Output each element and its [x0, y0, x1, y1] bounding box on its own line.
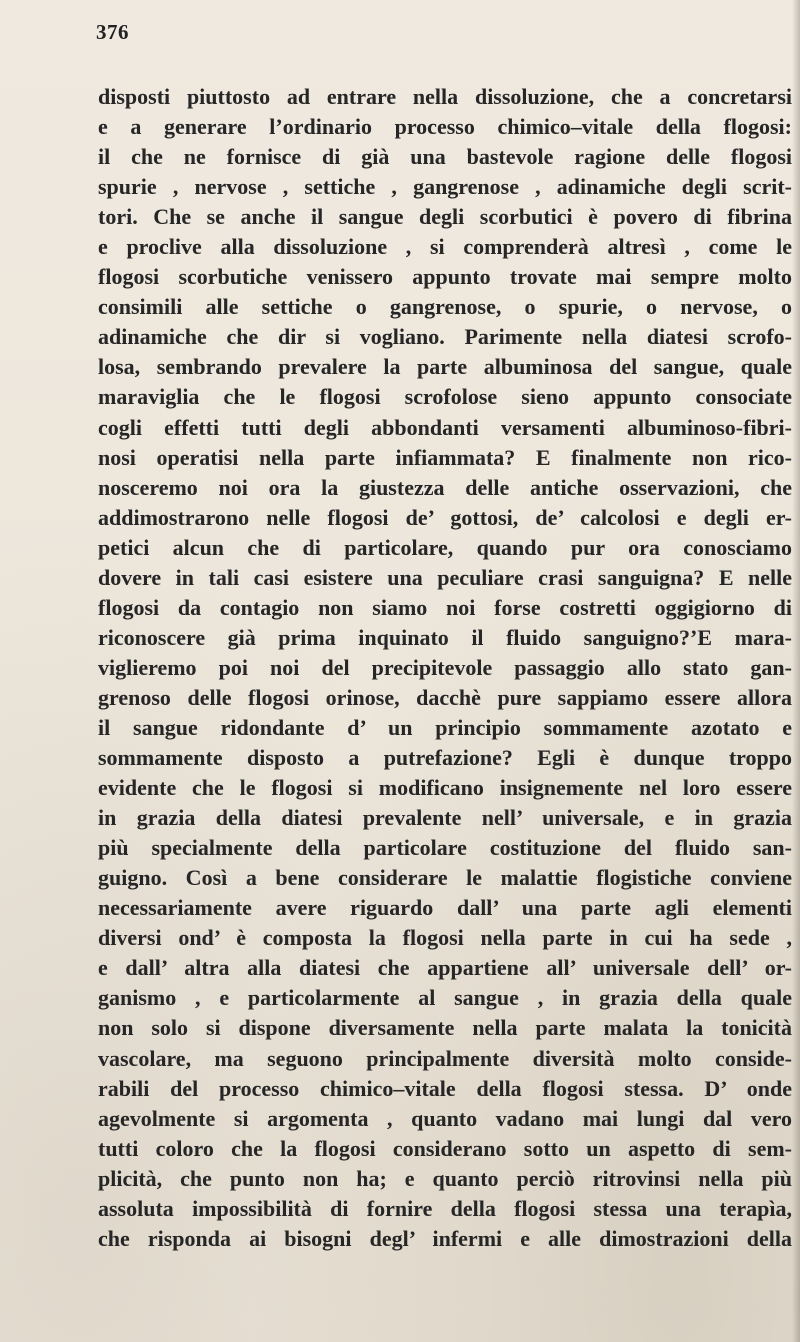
text-line: nosceremo noi ora la giustezza delle antiche osservazioni, che	[98, 474, 792, 500]
text-line: ganismo , e particolarmente al sangue , in grazia della quale	[98, 985, 792, 1011]
text-line: nosi operatisi nella parte infiammata? E finalmente non rico-	[98, 444, 792, 470]
text-line: che risponda ai bisogni degl’ infermi e alle dimostrazioni della	[98, 1225, 792, 1251]
text-line: flogosi da contagio non siamo noi forse costretti oggigiorno di	[98, 594, 792, 620]
text-line: rabili del processo chimico–vitale della flogosi stessa. D’ onde	[98, 1075, 792, 1101]
text-line: flogosi scorbutiche venissero appunto trovate mai sempre molto	[98, 264, 792, 290]
text-line: necessariamente avere riguardo dall’ una parte agli elementi	[98, 895, 792, 921]
body-text	[98, 82, 798, 1254]
page-edge-shadow	[792, 0, 800, 1342]
text-line: e dall’ altra alla diatesi che appartiene all’ universale dell’ or-	[98, 955, 792, 981]
text-line: losa, sembrando prevalere la parte albuminosa del sangue, quale	[98, 354, 792, 380]
text-line: riconoscere già prima inquinato il fluido sanguigno?’E mara-	[98, 624, 792, 650]
text-line: sommamente disposto a putrefazione? Egli è dunque troppo	[98, 745, 792, 771]
page-number: 376	[96, 20, 129, 44]
text-line: in grazia della diatesi prevalente nell’ universale, e in grazia	[98, 805, 792, 831]
text-line: dovere in tali casi esistere una peculiare crasi sanguigna? E nelle	[98, 564, 792, 590]
text-line: maraviglia che le flogosi scrofolose sieno appunto consociate	[98, 384, 792, 410]
text-line: vascolare, ma seguono principalmente diversità molto conside-	[98, 1045, 792, 1071]
text-line: agevolmente si argomenta , quanto vadano mai lungi dal vero	[98, 1105, 792, 1131]
text-line: guigno. Così a bene considerare le malattie flogistiche conviene	[98, 865, 792, 891]
text-line: petici alcun che di particolare, quando pur ora conosciamo	[98, 534, 792, 560]
text-line: e a generare l’ordinario processo chimico–vitale della flogosi:	[98, 114, 792, 140]
text-line: il sangue ridondante d’ un principio sommamente azotato e	[98, 714, 792, 740]
text-line: plicità, che punto non ha; e quanto perciò ritrovinsi nella più	[98, 1165, 792, 1191]
text-line: il che ne fornisce di già una bastevole ragione delle flogosi	[98, 144, 792, 170]
text-line: più specialmente della particolare costituzione del fluido san-	[98, 835, 792, 861]
text-line: consimili alle settiche o gangrenose, o spurie, o nervose, o	[98, 294, 792, 320]
text-line: non solo si dispone diversamente nella parte malata la tonicità	[98, 1015, 792, 1041]
text-line: grenoso delle flogosi orinose, dacchè pure sappiamo essere allora	[98, 684, 792, 710]
text-line: addimostrarono nelle flogosi de’ gottosi, de’ calcolosi e degli er-	[98, 504, 792, 530]
text-line: cogli effetti tutti degli abbondanti versamenti albuminoso-fibri-	[98, 414, 792, 440]
text-line: tori. Che se anche il sangue degli scorbutici è povero di fibrina	[98, 204, 792, 230]
text-line: disposti piuttosto ad entrare nella dissoluzione, che a concretarsi	[98, 84, 792, 109]
text-line: diversi ond’ è composta la flogosi nella parte in cui ha sede ,	[98, 925, 792, 951]
text-line: adinamiche che dir si vogliano. Parimente nella diatesi scrofo-	[98, 324, 792, 350]
text-line: e proclive alla dissoluzione , si comprenderà altresì , come le	[98, 234, 792, 260]
text-line: assoluta impossibilità di fornire della flogosi stessa una terapìa,	[98, 1195, 792, 1221]
text-line: tutti coloro che la flogosi considerano sotto un aspetto di sem-	[98, 1135, 792, 1161]
text-line: viglieremo poi noi del precipitevole passaggio allo stato gan-	[98, 654, 792, 680]
text-line: evidente che le flogosi si modificano insignemente nel loro essere	[98, 775, 792, 801]
text-line: spurie , nervose , settiche , gangrenose , adinamiche degli scrit-	[98, 174, 792, 200]
